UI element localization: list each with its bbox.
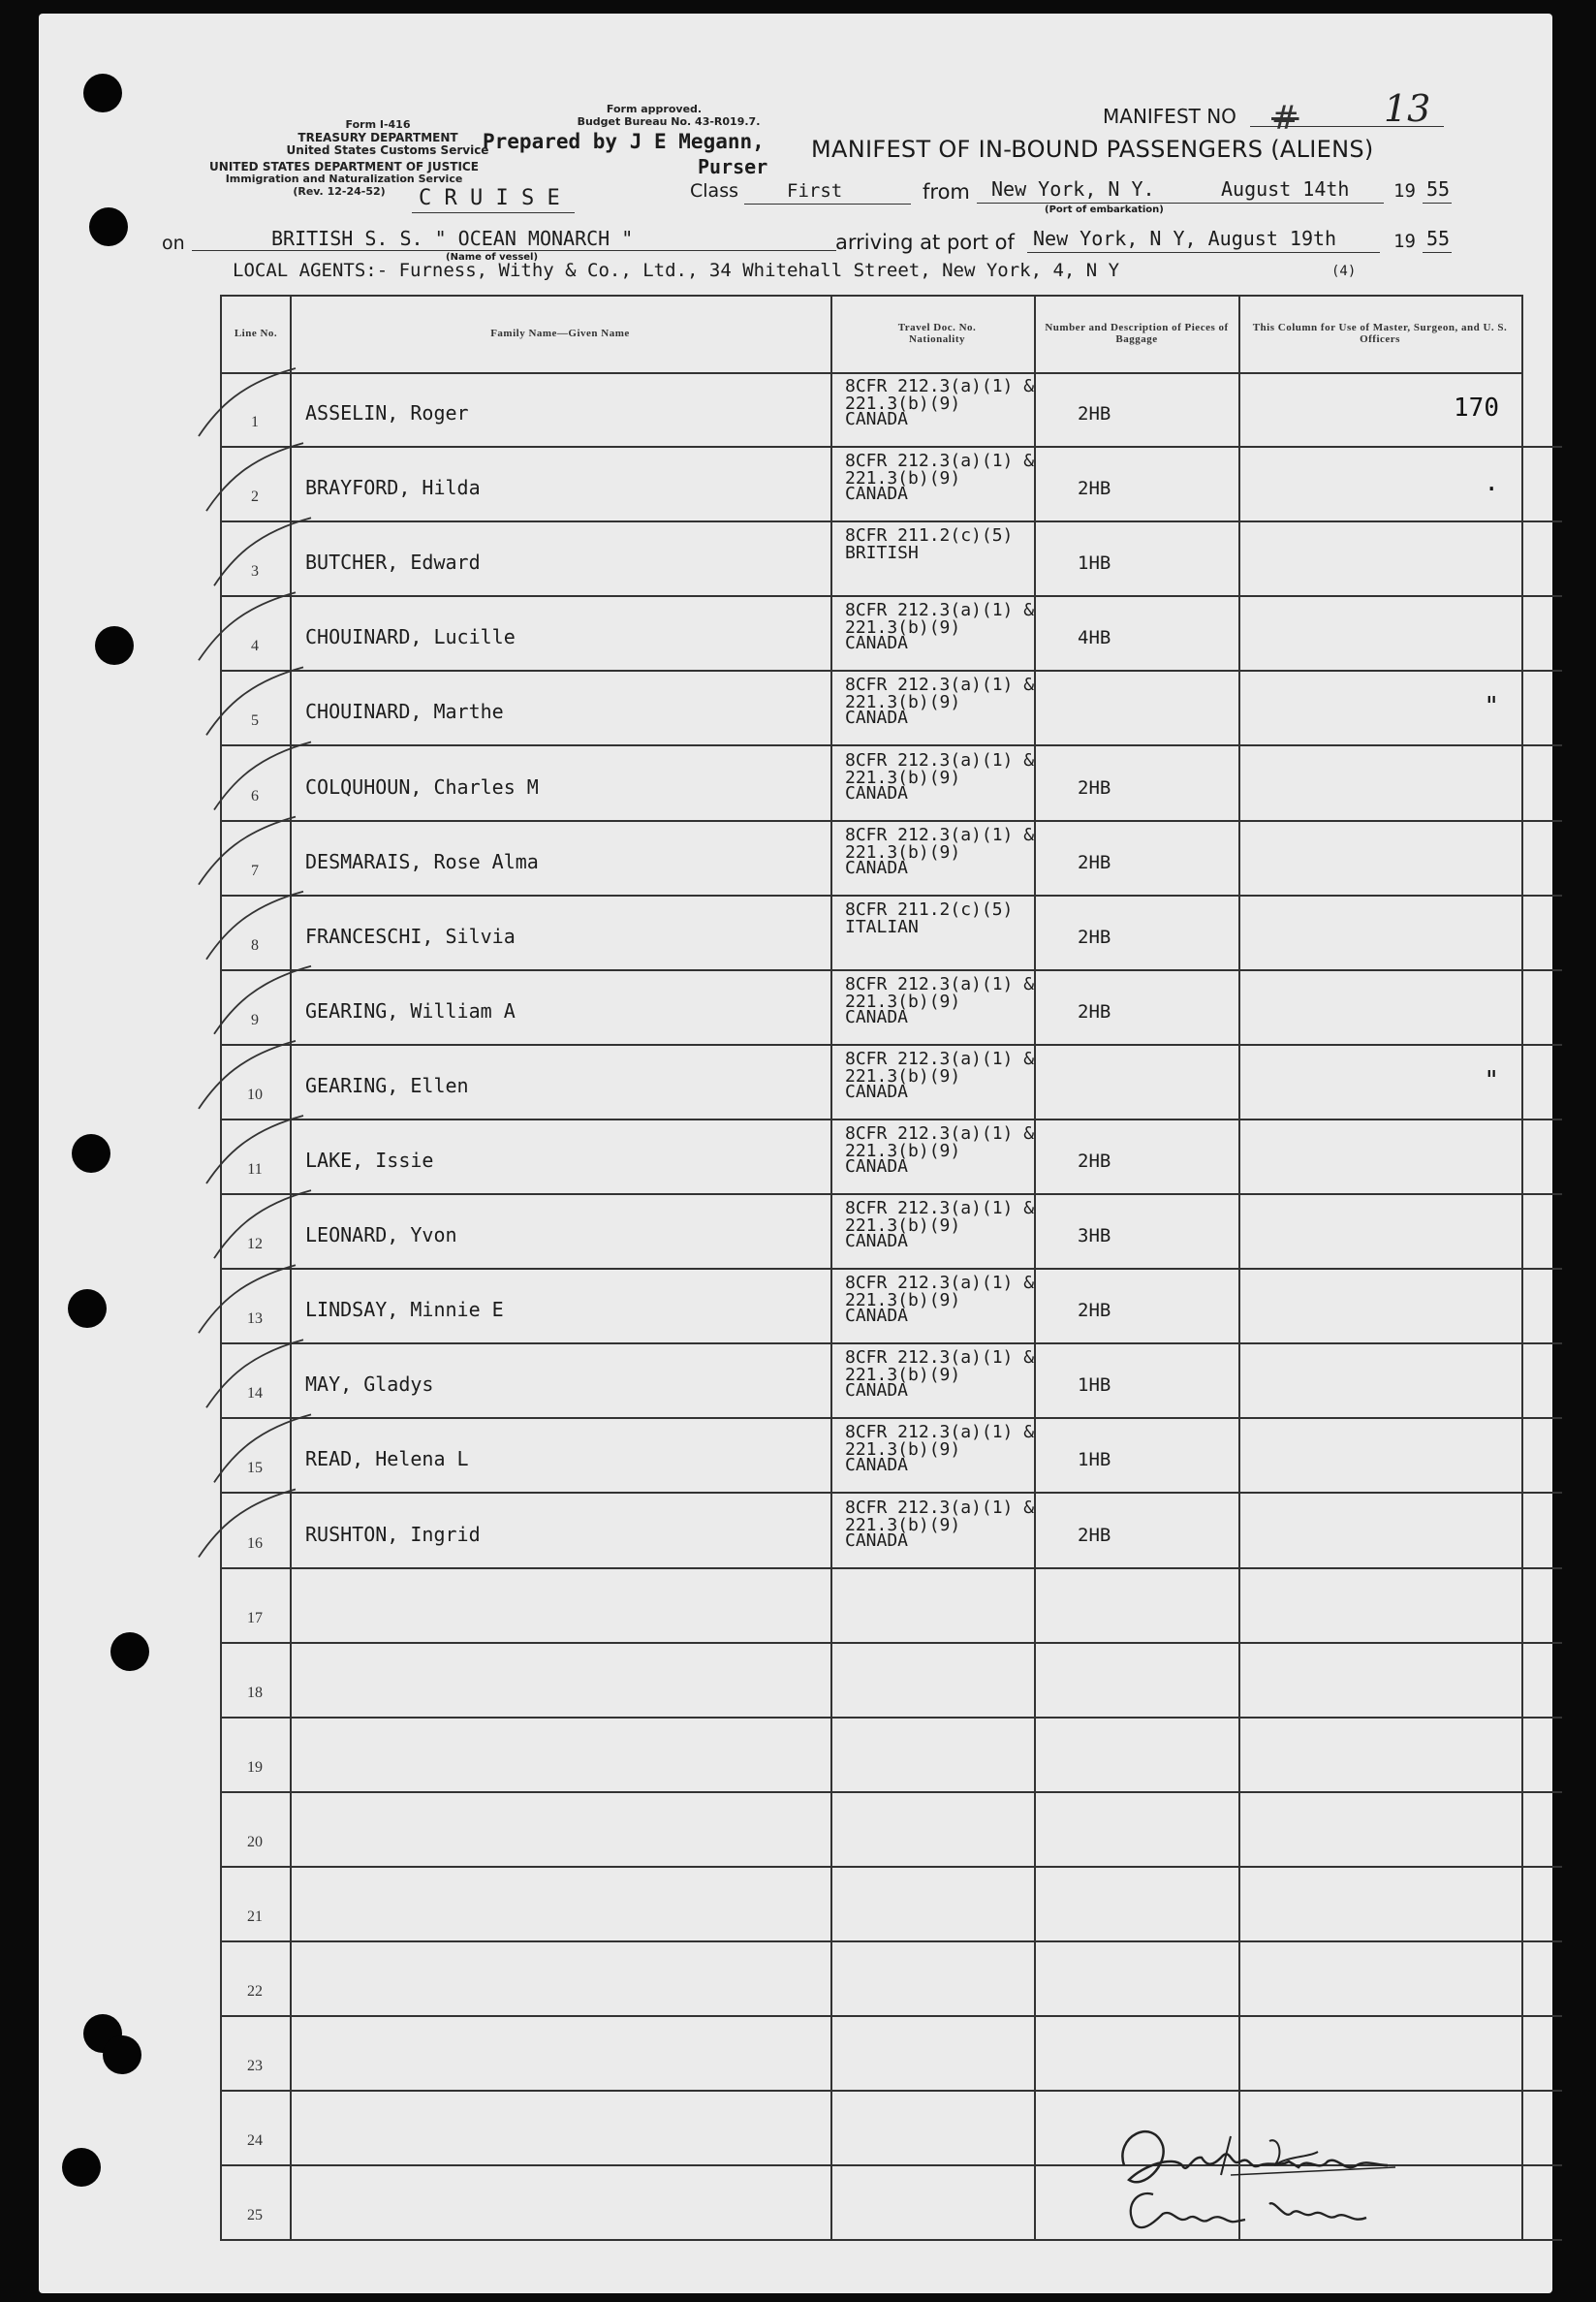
table-row <box>220 1643 1523 1718</box>
officer-remark: 170 <box>1454 394 1499 423</box>
arrival-year: 55 <box>1426 227 1451 250</box>
arrival-year-underline <box>1423 252 1452 253</box>
line-number: 12 <box>247 1236 263 1253</box>
line-number: 16 <box>247 1534 263 1552</box>
table-row <box>220 1119 1523 1194</box>
travel-doc-line-2: BRITISH <box>845 543 919 564</box>
line-number: 4 <box>251 638 259 655</box>
table-row <box>220 1418 1523 1493</box>
col-header-officers: This Column for Use of Master, Surgeon, and U. S. Officers <box>1252 322 1508 345</box>
from-port: New York, N Y. <box>991 177 1155 201</box>
travel-doc-line-1: 8CFR 212.3(a)(1) & <box>845 600 1035 621</box>
table-row <box>220 372 1523 447</box>
travel-doc-line-3: CANADA <box>845 1306 909 1327</box>
arriving-label: arriving at port of <box>835 231 1015 254</box>
travel-doc-line-2: 221.3(b)(9) <box>845 991 961 1012</box>
binder-hole <box>110 1632 149 1671</box>
passenger-name: ASSELIN, Roger <box>305 401 469 425</box>
travel-doc-line-3: CANADA <box>845 633 909 654</box>
cruise-label: C R U I S E <box>419 186 560 210</box>
travel-doc-line-1: 8CFR 212.3(a)(1) & <box>845 1273 1035 1294</box>
travel-doc-line-2: 221.3(b)(9) <box>845 1065 961 1087</box>
travel-doc-line-3: CANADA <box>845 1081 909 1102</box>
signature <box>1085 2097 1492 2262</box>
line-number: 19 <box>247 1758 263 1776</box>
from-year-underline <box>1423 203 1452 204</box>
travel-doc-line-2: 221.3(b)(9) <box>845 1141 961 1161</box>
travel-doc-line-2: 221.3(b)(9) <box>845 1365 961 1386</box>
travel-doc-line-1: 8CFR 212.3(a)(1) & <box>845 824 1035 845</box>
travel-doc-line-3: CANADA <box>845 1156 909 1177</box>
arrival-port-date: New York, N Y, August 19th <box>1033 227 1337 250</box>
officer-remark: . <box>1484 468 1499 498</box>
from-year: 55 <box>1426 177 1451 201</box>
line-number: 6 <box>251 787 259 804</box>
binder-hole <box>103 2035 141 2074</box>
travel-doc-line-2: 221.3(b)(9) <box>845 1290 961 1311</box>
travel-doc-line-1: 8CFR 212.3(a)(1) & <box>845 1048 1035 1069</box>
line-number: 21 <box>247 1908 263 1926</box>
travel-doc-line-3: CANADA <box>845 1455 909 1476</box>
line-number: 17 <box>247 1609 263 1626</box>
travel-doc-line-3: CANADA <box>845 1006 909 1027</box>
col-header-baggage: Number and Description of Pieces of Baggage <box>1045 322 1229 345</box>
approval-line-1: Form approved. <box>606 103 703 115</box>
travel-doc-line-3: CANADA <box>845 857 909 878</box>
baggage-count: 4HB <box>1078 627 1111 649</box>
revision-label: (Rev. 12-24-52) <box>293 185 386 198</box>
travel-doc-line-2: 221.3(b)(9) <box>845 1439 961 1461</box>
travel-doc-line-1: 8CFR 212.3(a)(1) & <box>845 451 1035 472</box>
line-number: 15 <box>247 1460 263 1477</box>
arrival-underline <box>1027 252 1380 253</box>
table-row <box>220 596 1523 671</box>
line-number: 2 <box>251 489 259 506</box>
line-number: 24 <box>247 2132 263 2150</box>
travel-doc-line-1: 8CFR 212.3(a)(1) & <box>845 1497 1035 1518</box>
binder-hole <box>83 74 122 112</box>
table-row <box>220 447 1523 521</box>
manifest-no-strikeout: # <box>1271 99 1299 138</box>
cruise-underline <box>412 212 575 213</box>
travel-doc-line-3: CANADA <box>845 1231 909 1252</box>
passenger-name: FRANCESCHI, Silvia <box>305 924 516 948</box>
class-value: First <box>787 180 843 202</box>
baggage-count: 2HB <box>1078 1151 1111 1172</box>
table-row <box>220 1568 1523 1643</box>
baggage-count: 2HB <box>1078 1524 1111 1546</box>
form-number: Form I-416 <box>345 118 411 131</box>
line-number: 20 <box>247 1833 263 1850</box>
passenger-name: CHOUINARD, Lucille <box>305 625 516 649</box>
line-number: 22 <box>247 1983 263 2001</box>
binder-hole <box>95 626 134 665</box>
travel-doc-line-1: 8CFR 212.3(a)(1) & <box>845 973 1035 994</box>
col-header-line-no: Line No. <box>234 328 278 339</box>
baggage-count: 3HB <box>1078 1225 1111 1247</box>
table-row <box>220 1045 1523 1119</box>
table-row <box>220 1269 1523 1343</box>
travel-doc-line-1: 8CFR 212.3(a)(1) & <box>845 675 1035 696</box>
binder-hole <box>72 1134 110 1173</box>
travel-doc-line-2: 221.3(b)(9) <box>845 617 961 639</box>
arrival-year-prefix: 19 <box>1393 231 1416 252</box>
travel-doc-line-3: CANADA <box>845 484 909 505</box>
passenger-name: DESMARAIS, Rose Alma <box>305 849 539 873</box>
line-number: 5 <box>251 712 259 730</box>
table-row <box>220 1792 1523 1867</box>
from-label: from <box>923 180 970 204</box>
from-year-prefix: 19 <box>1393 180 1416 202</box>
travel-doc-line-1: 8CFR 211.2(c)(5) <box>845 899 1014 920</box>
passenger-name: GEARING, Ellen <box>305 1073 469 1097</box>
baggage-count: 2HB <box>1078 403 1111 425</box>
line-number: 1 <box>251 414 259 431</box>
travel-doc-line-3: CANADA <box>845 1529 909 1551</box>
passenger-name: LAKE, Issie <box>305 1149 434 1172</box>
col-header-travel-doc: Travel Doc. No. Nationality <box>897 322 977 345</box>
table-row <box>220 746 1523 821</box>
table-row <box>220 1494 1523 1568</box>
passenger-name: MAY, Gladys <box>305 1372 434 1397</box>
passenger-name: LEONARD, Yvon <box>305 1223 457 1247</box>
table-row <box>220 821 1523 896</box>
line-number: 18 <box>247 1684 263 1701</box>
line-number: 10 <box>247 1086 263 1103</box>
table-row <box>220 671 1523 745</box>
travel-doc-line-2: 221.3(b)(9) <box>845 841 961 863</box>
col-header-name: Family Name—Given Name <box>490 328 630 339</box>
travel-doc-line-1: 8CFR 212.3(a)(1) & <box>845 749 1035 771</box>
table-row <box>220 1194 1523 1269</box>
line-number: 9 <box>251 1011 259 1028</box>
manifest-page <box>39 14 1552 2293</box>
line-number: 25 <box>247 2207 263 2224</box>
approval-line-2: Budget Bureau No. 43-R019.7. <box>577 115 761 128</box>
port-caption: (Port of embarkation) <box>1045 205 1164 215</box>
line-number: 14 <box>247 1385 263 1403</box>
table-row <box>220 521 1523 596</box>
class-underline <box>744 204 911 205</box>
treasury-label: TREASURY DEPARTMENT <box>297 131 458 144</box>
travel-doc-line-1: 8CFR 211.2(c)(5) <box>845 525 1014 547</box>
passenger-name: COLQUHOUN, Charles M <box>305 774 539 799</box>
prepared-by: Prepared by J E Megann, <box>483 130 765 153</box>
vessel-caption: (Name of vessel) <box>446 252 539 263</box>
travel-doc-line-2: 221.3(b)(9) <box>845 1215 961 1237</box>
travel-doc-line-1: 8CFR 212.3(a)(1) & <box>845 376 1035 396</box>
line-number: 7 <box>251 862 259 879</box>
table-row <box>220 1718 1523 1792</box>
line-number: 23 <box>247 2058 263 2075</box>
manifest-title: MANIFEST OF IN-BOUND PASSENGERS (ALIENS) <box>811 136 1374 163</box>
passenger-table <box>220 295 1523 2241</box>
line-number: 8 <box>251 936 259 954</box>
travel-doc-line-2: 221.3(b)(9) <box>845 1514 961 1535</box>
passenger-name: LINDSAY, Minnie E <box>305 1298 504 1322</box>
travel-doc-line-2: 221.3(b)(9) <box>845 394 961 414</box>
vessel-name: BRITISH S. S. " OCEAN MONARCH " <box>271 227 634 250</box>
passenger-name: CHOUINARD, Marthe <box>305 700 504 724</box>
travel-doc-line-1: 8CFR 212.3(a)(1) & <box>845 1422 1035 1443</box>
travel-doc-line-2: 221.3(b)(9) <box>845 692 961 713</box>
class-label: Class <box>690 180 738 202</box>
travel-doc-line-2: ITALIAN <box>845 916 919 937</box>
passenger-name: RUSHTON, Ingrid <box>305 1522 481 1546</box>
from-underline <box>977 203 1384 204</box>
line-number: 11 <box>247 1161 263 1179</box>
travel-doc-line-3: CANADA <box>845 782 909 804</box>
table-row <box>220 1867 1523 1941</box>
travel-doc-line-1: 8CFR 212.3(a)(1) & <box>845 1123 1035 1144</box>
from-date: August 14th <box>1221 177 1350 201</box>
line-number: 3 <box>251 563 259 581</box>
manifest-no-value: 13 <box>1384 87 1431 130</box>
baggage-count: 2HB <box>1078 776 1111 799</box>
justice-label: UNITED STATES DEPARTMENT OF JUSTICE <box>209 160 479 173</box>
travel-doc-line-3: CANADA <box>845 708 909 729</box>
baggage-count: 1HB <box>1078 1449 1111 1471</box>
passenger-name: GEARING, William A <box>305 998 516 1023</box>
baggage-count: 2HB <box>1078 1000 1111 1023</box>
passenger-name: READ, Helena L <box>305 1447 469 1471</box>
local-agents: LOCAL AGENTS:- Furness, Withy & Co., Ltd., 34 Whitehall Street, New York, 4, N Y <box>233 260 1120 281</box>
officer-remark: " <box>1484 1065 1499 1095</box>
travel-doc-line-1: 8CFR 212.3(a)(1) & <box>845 1347 1035 1369</box>
travel-doc-line-2: 221.3(b)(9) <box>845 468 961 489</box>
vessel-underline <box>192 250 836 251</box>
baggage-count: 2HB <box>1078 926 1111 948</box>
table-row <box>220 1941 1523 2016</box>
immigration-label: Immigration and Naturalization Service <box>225 173 463 185</box>
binder-hole <box>89 207 128 246</box>
binder-hole <box>62 2148 101 2187</box>
table-row <box>220 896 1523 970</box>
baggage-count: 1HB <box>1078 1374 1111 1397</box>
manifest-no-label: MANIFEST NO <box>1103 105 1236 128</box>
passenger-name: BUTCHER, Edward <box>305 551 481 575</box>
baggage-count: 2HB <box>1078 1300 1111 1322</box>
travel-doc-line-1: 8CFR 212.3(a)(1) & <box>845 1198 1035 1219</box>
passenger-name: BRAYFORD, Hilda <box>305 476 481 500</box>
on-label: on <box>162 233 185 254</box>
line-number: 13 <box>247 1310 263 1328</box>
officer-remark: " <box>1484 692 1499 722</box>
baggage-count: 1HB <box>1078 552 1111 575</box>
binder-hole <box>68 1289 107 1328</box>
travel-doc-line-2: 221.3(b)(9) <box>845 767 961 788</box>
travel-doc-line-3: CANADA <box>845 409 909 429</box>
prepared-role: Purser <box>698 155 768 178</box>
baggage-count: 2HB <box>1078 478 1111 500</box>
travel-doc-line-3: CANADA <box>845 1380 909 1402</box>
table-row <box>220 2016 1523 2091</box>
baggage-count: 2HB <box>1078 851 1111 873</box>
table-row <box>220 970 1523 1045</box>
customs-label: United States Customs Service <box>286 143 489 157</box>
table-row <box>220 1343 1523 1418</box>
agents-note: (4) <box>1331 264 1357 279</box>
